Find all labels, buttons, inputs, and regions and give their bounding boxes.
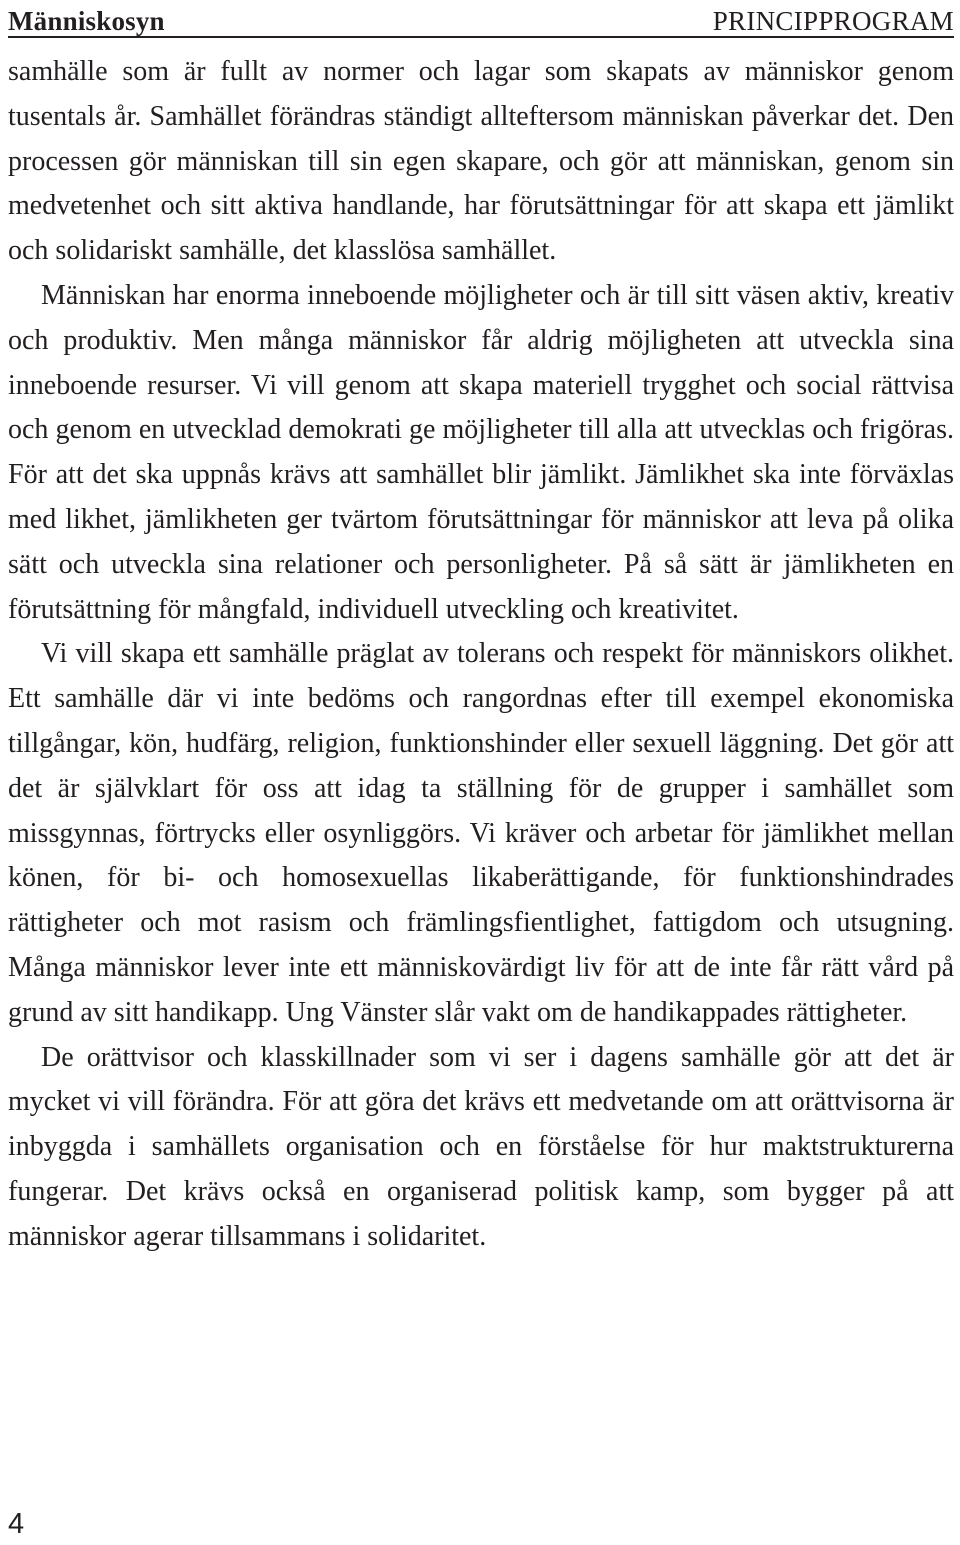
paragraph-2: Människan har enorma inneboende möjligheter och är till sitt väsen aktiv, kreativ och produktiv. Men många människor får aldrig möjligheten att utveckla sina inneboende resurser. Vi vill genom att skapa materiell trygghet och social rättvisa och genom en utvecklad demokrati ge möjligheter till alla att utvecklas och frigöras. För att det ska uppnås krävs att samhället blir jämlikt. Jämlikhet ska inte förväxlas med likhet, jämlikheten ger tvärtom förutsättningar för människor att leva på olika sätt och utveckla sina relationer och personligheter. På så sätt är jämlikheten en förutsättning för mångfald, individuell utveckling och kreativitet. — [8, 279, 954, 625]
document-title: PRINCIPPROGRAM — [712, 6, 954, 36]
body-text — [8, 50, 954, 1260]
header-divider — [8, 36, 954, 38]
page-number: 4 — [8, 1508, 25, 1540]
paragraph-3: Vi vill skapa ett samhälle präglat av tolerans och respekt för människors olikhet. Ett samhälle där vi inte bedöms och rangordnas efter till exempel ekonomiska tillgångar, kön, hudfärg, religion, funktionshinder eller sexuell läggning. Det gör att det är självklart för oss att idag ta ställning för de grupper i samhället som missgynnas, förtrycks eller osynliggörs. Vi kräver och arbetar för jämlikhet mellan könen, för bi- och homosexuellas likaberättigande, för funktionshindrades rättigheter och mot rasism och främlingsfientlighet, fattigdom och utsugning. Många människor lever inte ett människovärdigt liv för att de inte får rätt vård på grund av sitt handikapp. Ung Vänster slår vakt om de handikappades rättigheter. — [8, 638, 954, 1028]
document-page — [8, 0, 954, 1545]
running-header — [8, 2, 954, 36]
paragraph-1: samhälle som är fullt av normer och lagar som skapats av människor genom tusentals år. Samhället förändras ständigt allteftersom människan påverkar det. Den processen gör människan till sin egen skapare, och gör att människan, genom sin medvetenhet och sitt aktiva handlande, har förutsättningar för att skapa ett jämlikt och solidariskt samhälle, det klasslösa samhället. — [8, 56, 954, 267]
paragraph-4: De orättvisor och klasskillnader som vi ser i dagens samhälle gör att det är mycket vi vill förändra. För att göra det krävs ett medvetande om att orättvisorna är inbyggda i samhällets organisation och en förståelse för hur maktstrukturerna fungerar. Det krävs också en organiserad politisk kamp, som bygger på att människor agerar tillsammans i solidaritet. — [8, 1041, 954, 1252]
section-title: Människosyn — [8, 6, 165, 36]
